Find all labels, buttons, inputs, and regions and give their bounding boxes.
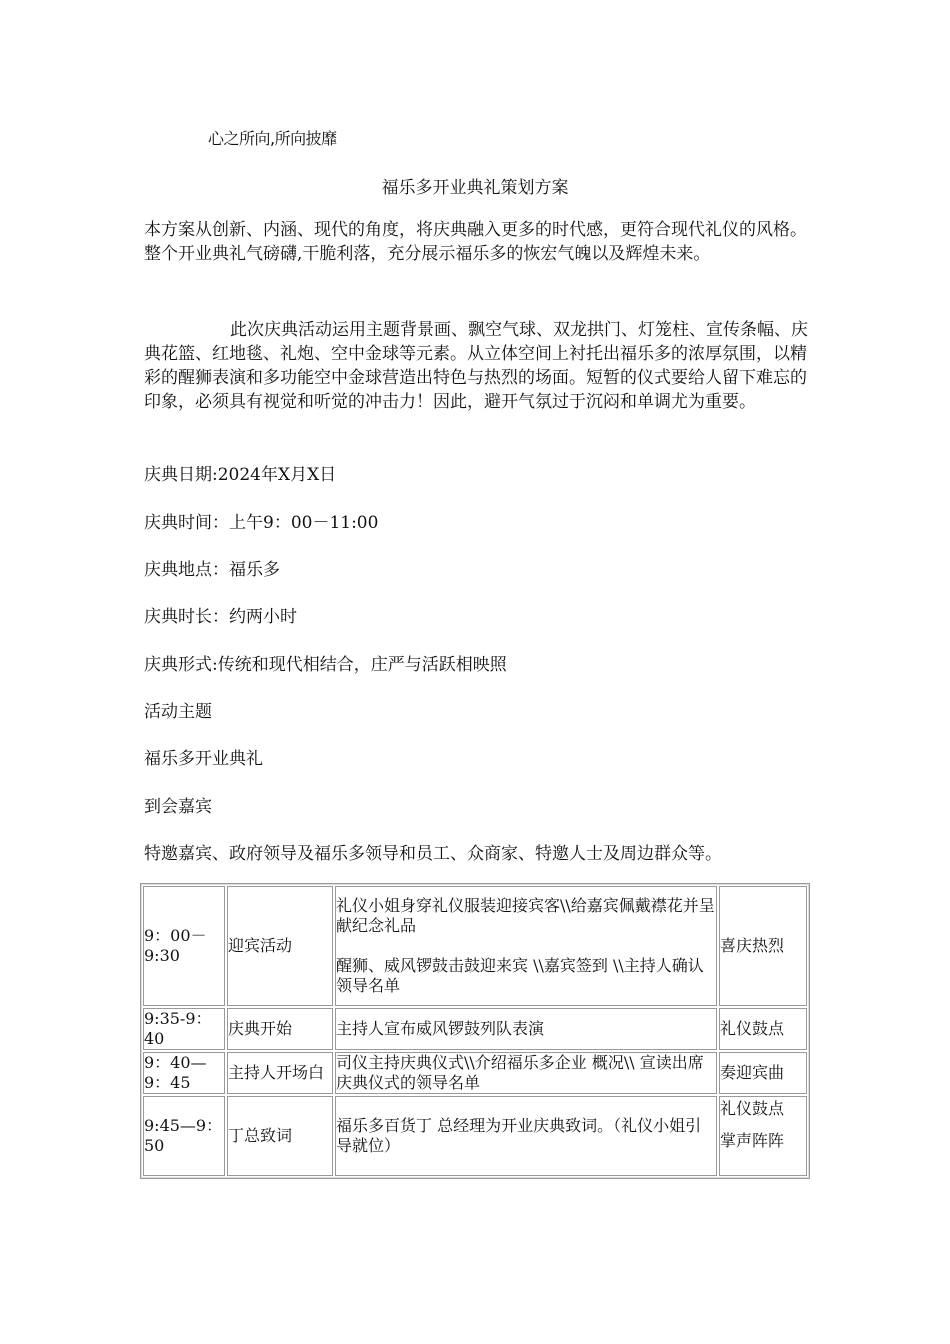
note-line: 礼仪鼓点 [720, 1099, 785, 1118]
guests-text: 特邀嘉宾、政府领导及福乐多领导和员工、众商家、特邀人士及周边群众等。 [144, 844, 722, 864]
time-cell: 9：00－9:30 [143, 886, 225, 1006]
description-cell: 主持人宣布威风锣鼓列队表演 [335, 1008, 717, 1050]
concept-paragraph [144, 318, 808, 414]
theme-heading: 活动主题 [144, 702, 212, 722]
table-row [143, 886, 807, 1006]
header-motto: 心之所向,所向披靡 [208, 129, 337, 148]
item-cell: 丁总致词 [227, 1096, 333, 1176]
time-cell: 9:45—9：50 [143, 1096, 225, 1176]
intro-paragraph: 本方案从创新、内涵、现代的角度，将庆典融入更多的时代感，更符合现代礼仪的风格。整个开业典礼气磅礴,干脆利落，充分展示福乐多的恢宏气魄以及辉煌未来。 [144, 220, 807, 264]
table-row [143, 1096, 807, 1176]
document-title: 福乐多开业典礼策划方案 [381, 178, 569, 198]
description-line: 醒狮、威风锣鼓击鼓迎来宾 \\嘉宾签到 \\主持人确认领导名单 [336, 956, 704, 995]
description-cell: 司仪主持庆典仪式\\介绍福乐多企业 概况\\ 宣读出席庆典仪式的领导名单 [335, 1052, 717, 1094]
note-cell [719, 1096, 807, 1176]
time-cell: 9:35-9：40 [143, 1008, 225, 1050]
item-cell: 主持人开场白 [227, 1052, 333, 1094]
time-cell: 9：40—9：45 [143, 1052, 225, 1094]
ceremony-duration: 庆典时长：约两小时 [144, 607, 297, 627]
table-row [143, 1008, 807, 1050]
note-cell: 奏迎宾曲 [719, 1052, 807, 1094]
ceremony-date: 庆典日期:2024年X月X日 [144, 465, 337, 485]
schedule-table [140, 883, 810, 1179]
ceremony-time: 庆典时间：上午9：00－11:00 [144, 513, 379, 533]
ceremony-location: 庆典地点：福乐多 [144, 560, 280, 580]
description-gap [336, 936, 716, 956]
guests-heading: 到会嘉宾 [144, 797, 212, 817]
description-cell: 福乐多百货丁 总经理为开业庆典致词。（礼仪小姐引导就位） [335, 1096, 717, 1176]
item-cell: 庆典开始 [227, 1008, 333, 1050]
description-line: 礼仪小姐身穿礼仪服装迎接宾客\\给嘉宾佩戴襟花并呈献纪念礼品 [336, 896, 715, 935]
concept-text: 此次庆典活动运用主题背景画、飘空气球、双龙拱门、灯笼柱、宣传条幅、庆典花篮、红地毯、礼炮、空中金球等元素。从立体空间上衬托出福乐多的浓厚氛围，以精彩的醒狮表演和多功能空中金球营造出特色与热烈的场面。短暂的仪式要给人留下难忘的印象，必须具有视觉和听觉的冲击力！因此，避开气氛过于沉闷和单调尤为重要。 [144, 320, 808, 412]
item-cell: 迎宾活动 [227, 886, 333, 1006]
description-cell [335, 886, 717, 1006]
table-row [143, 1052, 807, 1094]
note-cell: 喜庆热烈 [719, 886, 807, 1006]
ceremony-format: 庆典形式:传统和现代相结合，庄严与活跃相映照 [144, 655, 507, 675]
note-cell: 礼仪鼓点 [719, 1008, 807, 1050]
theme-text: 福乐多开业典礼 [144, 749, 263, 769]
note-line: 掌声阵阵 [720, 1131, 785, 1150]
